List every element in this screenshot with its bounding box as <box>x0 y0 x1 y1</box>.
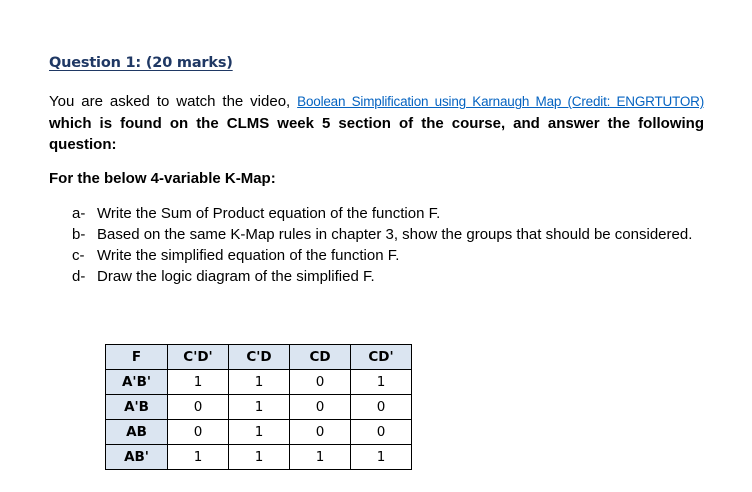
task-item-a <box>72 203 704 224</box>
task-item-c <box>72 245 704 266</box>
kmap-cell: 1 <box>229 395 290 420</box>
task-text: Write the Sum of Product equation of the function F. <box>97 205 441 222</box>
question-title: Question 1: (20 marks) <box>49 55 233 71</box>
task-marker: c- <box>72 247 85 264</box>
kmap-column-header: C'D <box>229 345 290 370</box>
kmap-cell: 0 <box>351 395 412 420</box>
task-item-b <box>72 224 704 245</box>
kmap-cell: 1 <box>290 445 351 470</box>
kmap-table <box>105 344 412 470</box>
kmap-column-header: CD' <box>351 345 412 370</box>
kmap-cell: 0 <box>351 420 412 445</box>
task-text: Draw the logic diagram of the simplified F. <box>97 268 375 285</box>
kmap-cell: 1 <box>229 445 290 470</box>
kmap-row <box>106 395 412 420</box>
task-text: Write the simplified equation of the function F. <box>97 247 400 264</box>
task-marker: b- <box>72 226 86 243</box>
kmap-row-header: AB' <box>106 445 168 470</box>
task-marker: d- <box>72 268 86 285</box>
task-list <box>72 203 704 287</box>
question-intro <box>49 91 704 156</box>
kmap-cell: 0 <box>168 420 229 445</box>
kmap-row <box>106 445 412 470</box>
kmap-subheading: For the below 4-variable K-Map: <box>49 170 276 187</box>
kmap-cell: 1 <box>168 445 229 470</box>
kmap-row <box>106 370 412 395</box>
kmap-cell: 1 <box>351 445 412 470</box>
kmap-cell: 1 <box>168 370 229 395</box>
intro-bold-text: which is found on the CLMS week 5 section of the course, and answer the following question: <box>49 114 704 153</box>
task-item-d <box>72 266 704 287</box>
task-marker: a- <box>72 205 86 222</box>
kmap-row-header: A'B' <box>106 370 168 395</box>
kmap-cell: 0 <box>168 395 229 420</box>
kmap-column-header: C'D' <box>168 345 229 370</box>
intro-text: You are asked to watch the video, <box>49 93 298 110</box>
kmap-cell: 0 <box>290 420 351 445</box>
kmap-cell: 1 <box>351 370 412 395</box>
kmap-column-header: CD <box>290 345 351 370</box>
kmap-corner-cell: F <box>106 345 168 370</box>
kmap-row-header: AB <box>106 420 168 445</box>
kmap-cell: 1 <box>229 370 290 395</box>
task-text: Based on the same K-Map rules in chapter 3, show the groups that should be considered. <box>97 226 693 243</box>
kmap-row-header: A'B <box>106 395 168 420</box>
kmap-cell: 0 <box>290 370 351 395</box>
kmap-row <box>106 420 412 445</box>
kmap-header-row <box>106 345 412 370</box>
video-link[interactable]: Boolean Simplification using Karnaugh Map (Credit: ENGRTUTOR) <box>297 94 704 109</box>
kmap-cell: 0 <box>290 395 351 420</box>
kmap-cell: 1 <box>229 420 290 445</box>
